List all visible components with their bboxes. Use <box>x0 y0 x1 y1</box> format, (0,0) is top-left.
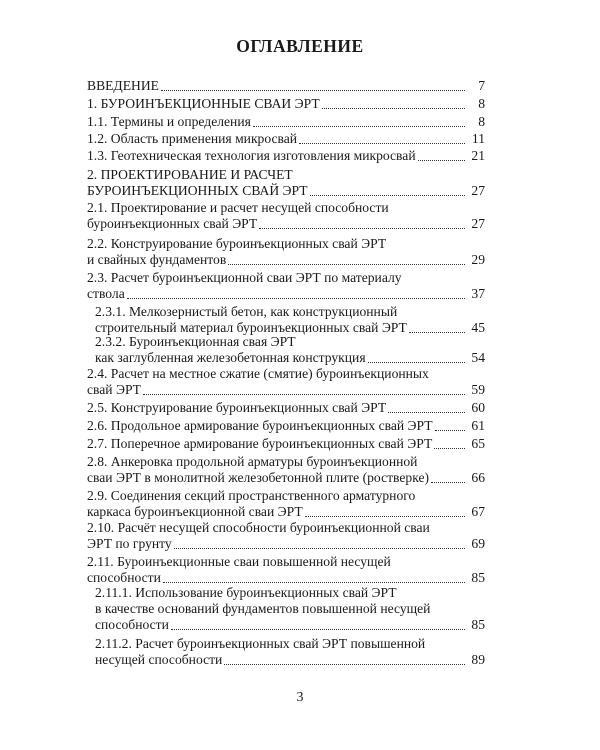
toc-entry[interactable] <box>87 366 485 398</box>
toc-entry-text: сваи ЭРТ в монолитной железобетонной плите (ростверке) <box>87 470 430 485</box>
toc-entry[interactable] <box>87 270 485 302</box>
toc-entry-text: 2.6. Продольное армирование буроинъекционных свай ЭРТ <box>87 418 433 433</box>
toc-page-number: 59 <box>471 382 485 397</box>
toc-page-number: 66 <box>471 470 485 485</box>
toc-entry-text: 1. БУРОИНЪЕКЦИОННЫЕ СВАИ ЭРТ <box>87 96 320 111</box>
toc-entry-text: 2.11.2. Расчет буроинъекционных свай ЭРТ повышенной <box>95 636 426 651</box>
toc-entry[interactable] <box>87 200 485 232</box>
toc-entry-text: 2.5. Конструирование буроинъекционных свай ЭРТ <box>87 400 387 415</box>
toc-entry[interactable] <box>87 167 485 199</box>
toc-entry-text: ствола <box>87 286 125 301</box>
toc-entry[interactable] <box>87 520 485 552</box>
toc-page-number: 85 <box>471 570 485 585</box>
toc-entry-text: 2.3. Расчет буроинъекционной сваи ЭРТ по материалу <box>87 270 402 285</box>
toc-page-number: 69 <box>471 536 485 551</box>
toc-entry-text: 2.8. Анкеровка продольной арматуры буроинъекционной <box>87 454 418 469</box>
toc-page-number: 85 <box>471 617 485 632</box>
toc-entry-text: ВВЕДЕНИЕ <box>87 78 159 93</box>
toc-entry-text: 2.4. Расчет на местное сжатие (смятие) буроинъекционных <box>87 366 429 381</box>
toc-entry[interactable] <box>87 436 485 452</box>
toc-entry-text: 2. ПРОЕКТИРОВАНИЕ И РАСЧЕТ <box>87 167 293 182</box>
toc-entry-text: 2.3.1. Мелкозернистый бетон, как конструкционный <box>95 304 398 319</box>
toc-entry[interactable] <box>87 131 485 147</box>
dot-leader <box>435 430 465 431</box>
toc-entry-text: способности <box>87 570 161 585</box>
dot-leader <box>127 298 465 299</box>
toc-entry-text: 2.10. Расчёт несущей способности буроинъекционной сваи <box>87 520 430 535</box>
toc-entry-text: способности <box>95 617 169 632</box>
toc-entry-text: 2.1. Проектирование и расчет несущей способности <box>87 200 389 215</box>
toc-entry[interactable] <box>87 78 485 94</box>
toc-page-number: 54 <box>471 350 485 365</box>
toc-entry[interactable] <box>95 585 485 633</box>
dot-leader <box>228 264 465 265</box>
toc-page-number: 65 <box>471 436 485 451</box>
toc-page-number: 37 <box>471 286 485 301</box>
toc-entry[interactable] <box>95 334 485 366</box>
toc-page-number: 27 <box>471 216 485 231</box>
toc-entry[interactable] <box>87 418 485 434</box>
toc-entry-text: буроинъекционных свай ЭРТ <box>87 216 258 231</box>
dot-leader <box>431 482 465 483</box>
dot-leader <box>434 448 465 449</box>
toc-entry[interactable] <box>95 304 485 336</box>
toc-page-number: 11 <box>471 131 485 146</box>
toc-page-number: 21 <box>471 148 485 163</box>
toc-page-number: 27 <box>471 183 485 198</box>
toc-entry-text: ЭРТ по грунту <box>87 536 172 551</box>
toc-entry-text: 2.2. Конструирование буроинъекционных свай ЭРТ <box>87 236 387 251</box>
toc-entry-text: 2.11.1. Использование буроинъекционных свай ЭРТ <box>95 585 397 600</box>
toc-entry-text: как заглубленная железобетонная конструкция <box>95 350 366 365</box>
toc-entry-text: БУРОИНЪЕКЦИОННЫХ СВАЙ ЭРТ <box>87 183 308 198</box>
page-number: 3 <box>296 690 304 705</box>
toc-entry[interactable] <box>87 554 485 586</box>
dot-leader <box>322 108 465 109</box>
toc-page-number: 67 <box>471 504 485 519</box>
toc-entry-text: строительный материал буроинъекционных свай ЭРТ <box>95 320 407 335</box>
dot-leader <box>161 90 465 91</box>
toc-entry-text: 2.7. Поперечное армирование буроинъекционных свай ЭРТ <box>87 436 433 451</box>
dot-leader <box>174 548 465 549</box>
page-title: ОГЛАВЛЕНИЕ <box>236 36 364 56</box>
toc-entry-text: в качестве оснований фундаментов повышенной несущей <box>95 601 431 616</box>
dot-leader <box>171 629 465 630</box>
toc-page-number: 8 <box>478 96 485 111</box>
dot-leader <box>409 332 465 333</box>
toc-entry[interactable] <box>87 114 485 130</box>
toc-entry-text: 2.11. Буроинъекционные сваи повышенной несущей <box>87 554 391 569</box>
toc-page-number: 89 <box>471 652 485 667</box>
dot-leader <box>143 394 465 395</box>
dot-leader <box>305 516 465 517</box>
dot-leader <box>253 126 465 127</box>
toc-entry-text: 2.3.2. Буроинъекционная свая ЭРТ <box>95 334 296 349</box>
toc-entry-text: каркаса буроинъекционной сваи ЭРТ <box>87 504 303 519</box>
toc-page-number: 60 <box>471 400 485 415</box>
toc-entry[interactable] <box>87 148 485 164</box>
toc-page-number: 7 <box>478 78 485 93</box>
toc-entry-text: и свайных фундаментов <box>87 252 227 267</box>
dot-leader <box>368 362 465 363</box>
toc-page-number: 61 <box>471 418 485 433</box>
toc-entry-text: 1.1. Термины и определения <box>87 114 251 129</box>
toc-entry-text: 2.9. Соединения секций пространственного арматурного <box>87 488 416 503</box>
toc-page-number: 29 <box>471 252 485 267</box>
toc-entry[interactable] <box>95 636 485 668</box>
toc-entry-text: 1.2. Область применения микросвай <box>87 131 298 146</box>
toc-entry[interactable] <box>87 96 485 112</box>
dot-leader <box>224 664 465 665</box>
dot-leader <box>418 160 465 161</box>
toc-entry[interactable] <box>87 454 485 486</box>
toc-entry[interactable] <box>87 236 485 268</box>
dot-leader <box>299 143 465 144</box>
dot-leader <box>310 195 465 196</box>
toc-page-number: 8 <box>478 114 485 129</box>
toc-entry-text: свай ЭРТ <box>87 382 141 397</box>
toc-entry-text: 1.3. Геотехническая технология изготовления микросвай <box>87 148 416 163</box>
toc-entry-text: несущей способности <box>95 652 223 667</box>
toc-entry[interactable] <box>87 488 485 520</box>
dot-leader <box>388 412 465 413</box>
dot-leader <box>163 582 465 583</box>
dot-leader <box>259 228 465 229</box>
toc-page-number: 45 <box>471 320 485 335</box>
toc-entry[interactable] <box>87 400 485 416</box>
